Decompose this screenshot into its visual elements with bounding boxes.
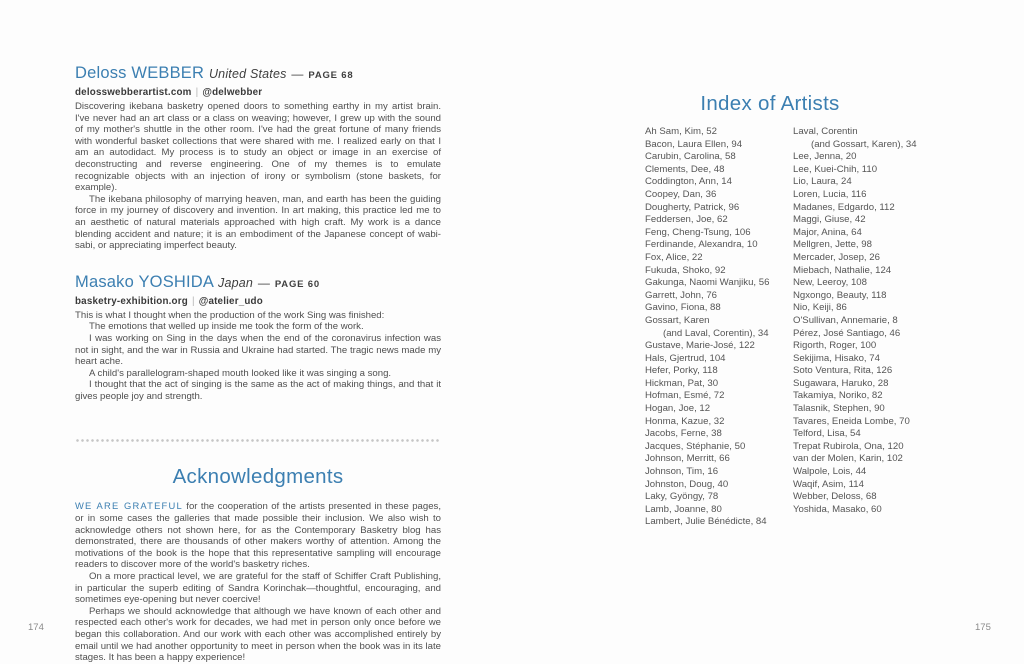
left-page-column — [75, 64, 441, 664]
index-entry: Webber, Deloss, 68 — [793, 491, 877, 503]
index-entry: Ah Sam, Kim, 52 — [645, 126, 717, 137]
index-entry: New, Leeroy, 108 — [793, 277, 867, 289]
artist-website: basketry-exhibition.org — [75, 295, 188, 307]
index-entry: (and Gossart, Karen), 34 — [811, 138, 917, 150]
artist-entry-webber — [75, 64, 441, 252]
index-entry: Gavino, Fiona, 88 — [645, 302, 721, 314]
index-of-artists-title: Index of Artists — [700, 92, 840, 115]
bio-paragraph: The emotions that welled up inside me took the form of the work. — [89, 321, 364, 333]
index-entry: Hofman, Esmé, 72 — [645, 390, 725, 402]
index-entry: Jacques, Stéphanie, 50 — [645, 440, 746, 452]
index-entry: Madanes, Edgardo, 112 — [793, 201, 895, 213]
index-column — [645, 126, 795, 529]
index-entry: Feddersen, Joe, 62 — [645, 214, 728, 226]
artist-handle: @atelier_udo — [198, 295, 263, 307]
index-entry: Rigorth, Roger, 100 — [793, 340, 877, 352]
index-entry: Hefer, Porky, 118 — [645, 365, 718, 377]
artist-page-ref: PAGE 68 — [308, 70, 354, 81]
acknowledgments-paragraph — [75, 500, 441, 571]
index-entry: Ferdinande, Alexandra, 10 — [645, 239, 758, 251]
acknowledgments-text: for the cooperation of the artists presented in these pages, or in some cases the galleries that made possible their inclusion. We also wish to acknowledge others not shown here, for as the Contemporary Basketry blog has demonstrated, there are thousands of other makers worthy of attention. Among the motivations of the book is the hope that this representative sampling will encourage readers to discover more of the world's basketry riches. — [75, 501, 441, 571]
index-entry: Honma, Kazue, 32 — [645, 415, 725, 427]
artist-heading — [75, 64, 441, 85]
artist-page-ref: PAGE 60 — [274, 278, 320, 290]
index-entry: Fox, Alice, 22 — [645, 251, 703, 263]
dash-separator: — — [291, 67, 304, 81]
index-entry: Soto Ventura, Rita, 126 — [793, 365, 893, 377]
bio-paragraph: Discovering ikebana basketry opened doors to something earthy in my artist brain. I've never had an art class or a class on weaving; however, I grew up with the sound of my mother's shuttle in the other room. I've had the great fortune of many friends with wonderful basket collections that were shared with me. I realized early on that I am an autodidact. My process is to study an object or image in an exercise of deconstructing and reverse engineering. One of my themes is to emulate recognizable objects with an injection of irony or symbolism (stone baskets, for example). — [75, 101, 441, 194]
index-entry: Jacobs, Ferne, 38 — [645, 428, 722, 440]
artist-website: delosswebberartist.com — [75, 87, 192, 98]
index-entry: Mercader, Josep, 26 — [793, 251, 880, 263]
bio-paragraph: A child's parallelogram-shaped mouth looked like it was singing a song. — [89, 367, 392, 379]
index-entry: Hals, Gjertrud, 104 — [645, 352, 726, 364]
index-entry: Feng, Cheng-Tsung, 106 — [645, 226, 751, 238]
index-entry: Clements, Dee, 48 — [645, 163, 725, 175]
ornamental-divider — [75, 438, 441, 443]
index-columns — [645, 126, 943, 529]
index-entry: Coddington, Ann, 14 — [645, 176, 732, 188]
index-entry: Fukuda, Shoko, 92 — [645, 264, 726, 276]
index-entry: Carubin, Carolina, 58 — [645, 151, 736, 163]
index-entry: Gustave, Marie-José, 122 — [645, 340, 755, 352]
index-entry: Dougherty, Patrick, 96 — [645, 201, 740, 213]
index-entry: Trepat Rubirola, Ona, 120 — [793, 440, 904, 452]
index-entry: Takamiya, Noriko, 82 — [793, 390, 883, 402]
index-entry: Sekijima, Hisako, 74 — [793, 352, 880, 364]
index-entry: Waqif, Asim, 114 — [793, 478, 864, 490]
index-entry: Gossart, Karen — [645, 314, 710, 326]
pipe-separator: | — [195, 87, 199, 98]
pipe-separator: | — [191, 295, 195, 307]
index-entry: Sugawara, Haruko, 28 — [793, 377, 889, 389]
bio-paragraph: This is what I thought when the production of the work Sing was finished: — [75, 309, 385, 321]
acknowledgments-lead-in: WE ARE GRATEFUL — [75, 500, 183, 512]
index-entry: Bacon, Laura Ellen, 94 — [645, 138, 743, 150]
dash-separator: — — [257, 275, 271, 290]
acknowledgments-section — [75, 465, 441, 663]
index-entry: Telford, Lisa, 54 — [793, 428, 861, 440]
bio-paragraph: I was working on Sing in the days when the end of the coronavirus infection was not in sight, and the war in Russia and Ukraine had started. The tragic news made my heart ache. — [75, 332, 441, 368]
artist-contact-line — [75, 296, 441, 307]
right-page-number: 175 — [975, 622, 991, 633]
artist-heading — [75, 273, 441, 294]
acknowledgments-title: Acknowledgments — [172, 465, 344, 489]
index-entry: Johnson, Tim, 16 — [645, 466, 719, 478]
bio-paragraph: The ikebana philosophy of marrying heaven, man, and earth has been the guiding force in my journey of discovery and invention. In art making, this practice led me to an aesthetic of natural materials approached with high craft. My work is a dance blending accident and nature; it is an embodiment of the Japanese concept of wabi-sabi, or appreciating imperfect beauty. — [75, 193, 441, 252]
index-entry: Tavares, Eneida Lombe, 70 — [793, 415, 910, 427]
acknowledgments-paragraph: On a more practical level, we are grateful for the staff of Schiffer Craft Publishing, in particular the superb editing of Sandra Korinchak—thoughtful, encouraging, and sometimes eye-opening but never coercive! — [75, 571, 441, 606]
index-entry: Pérez, José Santiago, 46 — [793, 327, 901, 339]
index-entry: Hickman, Pat, 30 — [645, 377, 719, 389]
left-page-number: 174 — [28, 622, 44, 633]
artist-country: United States — [208, 67, 287, 81]
index-entry: Loren, Lucia, 116 — [793, 188, 867, 200]
index-entry: Yoshida, Masako, 60 — [793, 503, 882, 515]
index-entry: Hogan, Joe, 12 — [645, 403, 711, 415]
index-entry: van der Molen, Karin, 102 — [793, 453, 903, 465]
index-entry: Miebach, Nathalie, 124 — [793, 264, 892, 276]
index-entry: Lambert, Julie Bénédicte, 84 — [645, 516, 767, 528]
artist-entry-yoshida — [75, 273, 441, 403]
index-entry: Garrett, John, 76 — [645, 289, 717, 301]
artist-country: Japan — [218, 275, 254, 290]
index-entry: Lee, Kuei-Chih, 110 — [793, 163, 878, 175]
index-entry: Ngxongo, Beauty, 118 — [793, 289, 887, 301]
index-entry: Lee, Jenna, 20 — [793, 151, 857, 163]
index-entry: Laky, Gyöngy, 78 — [645, 491, 719, 503]
artist-contact-line — [75, 87, 441, 98]
index-entry: Mellgren, Jette, 98 — [793, 239, 872, 251]
index-entry: O'Sullivan, Annemarie, 8 — [793, 314, 898, 326]
index-entry: Walpole, Lois, 44 — [793, 466, 867, 478]
index-column — [793, 126, 943, 529]
index-entry: Laval, Corentin — [793, 126, 858, 137]
acknowledgments-paragraph: Perhaps we should acknowledge that although we have known of each other and respected each other's work for decades, we had met in person only once before we began this collaboration. And our work with each other was accomplished entirely by email until we had another opportunity to meet in person when the book was in its late stages. It has been a happy experience! — [75, 605, 441, 664]
index-entry: Talasnik, Stephen, 90 — [793, 403, 885, 415]
artist-handle: @delwebber — [202, 87, 263, 98]
index-entry: Lamb, Joanne, 80 — [645, 503, 722, 515]
index-entry: Johnson, Merritt, 66 — [645, 453, 730, 465]
artist-name: Deloss WEBBER — [75, 64, 205, 82]
index-entry: Coopey, Dan, 36 — [645, 188, 717, 200]
index-entry: Gakunga, Naomi Wanjiku, 56 — [645, 277, 770, 289]
index-entry: Lio, Laura, 24 — [793, 176, 852, 188]
bio-paragraph: I thought that the act of singing is the same as the act of making things, and that it gives people joy and strength. — [75, 379, 441, 402]
index-entry: Johnston, Doug, 40 — [645, 478, 729, 490]
index-entry: (and Laval, Corentin), 34 — [663, 327, 769, 339]
index-entry: Maggi, Giuse, 42 — [793, 214, 866, 226]
index-entry: Major, Anina, 64 — [793, 226, 862, 238]
artist-name: Masako YOSHIDA — [75, 272, 214, 291]
index-entry: Nio, Keiji, 86 — [793, 302, 847, 314]
